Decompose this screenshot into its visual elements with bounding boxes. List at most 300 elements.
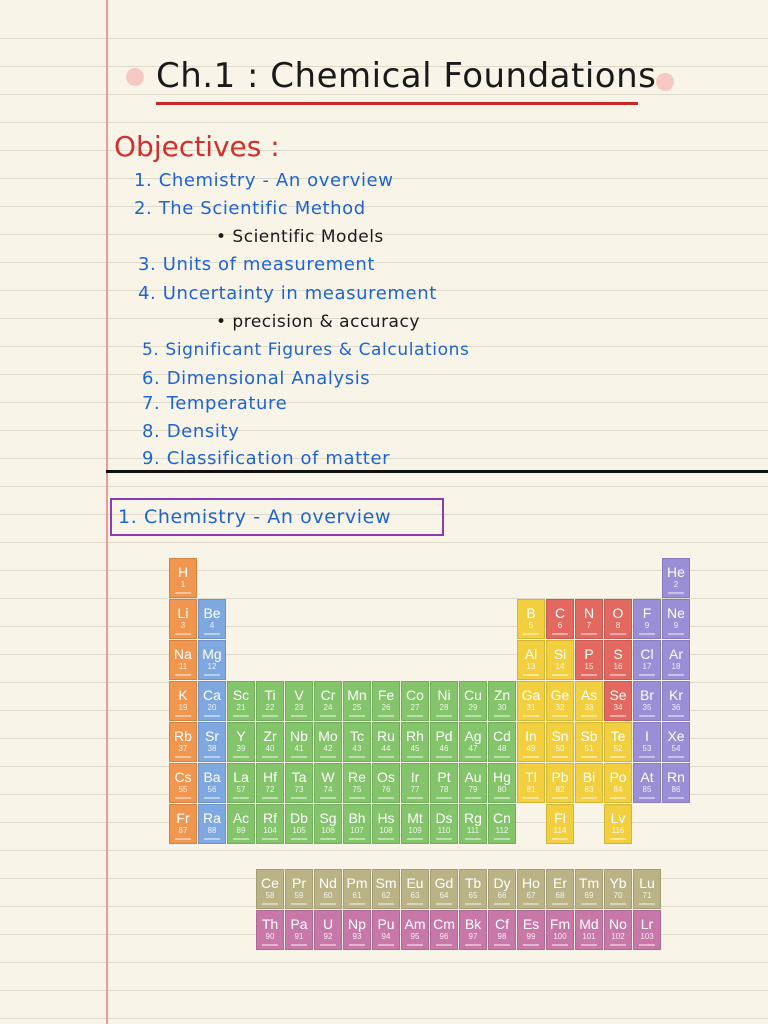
atomic-number: 85 bbox=[642, 785, 652, 794]
atomic-mass-mark bbox=[436, 715, 452, 717]
element-symbol: C bbox=[554, 605, 566, 621]
atomic-number: 7 bbox=[586, 621, 592, 630]
atomic-mass-mark bbox=[523, 633, 539, 635]
atomic-number: 68 bbox=[555, 891, 565, 900]
atomic-mass-mark bbox=[465, 797, 481, 799]
element-symbol: Mg bbox=[202, 646, 222, 662]
atomic-mass-mark bbox=[204, 633, 220, 635]
element-cell-ce bbox=[256, 869, 284, 909]
element-cell-as bbox=[575, 681, 603, 721]
element-symbol: Kr bbox=[669, 687, 683, 703]
element-symbol: Gd bbox=[434, 875, 454, 891]
element-cell-cn bbox=[488, 804, 516, 844]
element-cell-mt bbox=[401, 804, 429, 844]
atomic-number: 108 bbox=[379, 826, 393, 835]
element-symbol: Mo bbox=[318, 728, 338, 744]
atomic-mass-mark bbox=[204, 715, 220, 717]
element-symbol: Pr bbox=[292, 875, 306, 891]
element-symbol: Fl bbox=[554, 810, 566, 826]
atomic-number: 29 bbox=[468, 703, 478, 712]
atomic-number: 60 bbox=[323, 891, 333, 900]
atomic-number: 59 bbox=[294, 891, 304, 900]
element-symbol: N bbox=[583, 605, 595, 621]
atomic-number: 63 bbox=[410, 891, 420, 900]
atomic-number: 92 bbox=[323, 932, 333, 941]
element-symbol: Yb bbox=[609, 875, 627, 891]
atomic-number: 31 bbox=[526, 703, 536, 712]
objective-item: 1. Chemistry - An overview bbox=[134, 170, 394, 191]
element-cell-lu bbox=[633, 869, 661, 909]
margin-line bbox=[106, 0, 108, 1024]
atomic-number: 106 bbox=[321, 826, 335, 835]
element-cell-sn bbox=[546, 722, 574, 762]
element-cell-b bbox=[517, 599, 545, 639]
atomic-number: 107 bbox=[350, 826, 364, 835]
atomic-number: 19 bbox=[178, 703, 188, 712]
atomic-number: 9 bbox=[673, 621, 679, 630]
atomic-number: 53 bbox=[642, 744, 652, 753]
atomic-number: 82 bbox=[555, 785, 565, 794]
element-cell-sr bbox=[198, 722, 226, 762]
element-symbol: Pd bbox=[435, 728, 453, 744]
element-cell-mo bbox=[314, 722, 342, 762]
atomic-mass-mark bbox=[610, 633, 626, 635]
element-symbol: Ni bbox=[437, 687, 451, 703]
atomic-mass-mark bbox=[262, 715, 278, 717]
element-cell-h bbox=[169, 558, 197, 598]
atomic-number: 52 bbox=[613, 744, 623, 753]
element-cell-pm bbox=[343, 869, 371, 909]
element-cell-mn bbox=[343, 681, 371, 721]
atomic-number: 62 bbox=[381, 891, 391, 900]
element-symbol: Os bbox=[377, 769, 395, 785]
element-cell-bk bbox=[459, 910, 487, 950]
element-cell-w bbox=[314, 763, 342, 803]
element-cell-si bbox=[546, 640, 574, 680]
element-cell-cu bbox=[459, 681, 487, 721]
element-symbol: Zr bbox=[263, 728, 277, 744]
atomic-mass-mark bbox=[349, 903, 365, 905]
atomic-mass-mark bbox=[668, 715, 684, 717]
element-symbol: Mt bbox=[407, 810, 423, 826]
atomic-mass-mark bbox=[407, 903, 423, 905]
atomic-mass-mark bbox=[610, 715, 626, 717]
element-symbol: Mn bbox=[347, 687, 367, 703]
atomic-mass-mark bbox=[581, 797, 597, 799]
atomic-number: 70 bbox=[613, 891, 623, 900]
element-cell-f bbox=[633, 599, 661, 639]
element-cell-o bbox=[604, 599, 632, 639]
element-symbol: Sn bbox=[551, 728, 569, 744]
element-symbol: Ds bbox=[435, 810, 453, 826]
atomic-mass-mark bbox=[320, 756, 336, 758]
element-symbol: Rn bbox=[667, 769, 685, 785]
element-symbol: Te bbox=[610, 728, 626, 744]
atomic-number: 48 bbox=[497, 744, 507, 753]
element-symbol: H bbox=[177, 564, 189, 580]
element-symbol: Be bbox=[203, 605, 221, 621]
atomic-mass-mark bbox=[233, 756, 249, 758]
objective-item: 8. Density bbox=[142, 421, 240, 442]
element-cell-he bbox=[662, 558, 690, 598]
element-cell-kr bbox=[662, 681, 690, 721]
atomic-number: 28 bbox=[439, 703, 449, 712]
atomic-mass-mark bbox=[204, 838, 220, 840]
element-cell-co bbox=[401, 681, 429, 721]
atomic-mass-mark bbox=[349, 838, 365, 840]
atomic-mass-mark bbox=[552, 838, 568, 840]
atomic-mass-mark bbox=[552, 674, 568, 676]
element-symbol: Ru bbox=[377, 728, 395, 744]
atomic-number: 116 bbox=[611, 826, 625, 835]
atomic-mass-mark bbox=[552, 756, 568, 758]
element-cell-v bbox=[285, 681, 313, 721]
atomic-number: 90 bbox=[265, 932, 275, 941]
atomic-number: 16 bbox=[613, 662, 623, 671]
atomic-mass-mark bbox=[175, 756, 191, 758]
element-symbol: Cl bbox=[640, 646, 654, 662]
element-symbol: Hg bbox=[493, 769, 511, 785]
atomic-number: 104 bbox=[263, 826, 277, 835]
element-cell-fr bbox=[169, 804, 197, 844]
atomic-mass-mark bbox=[494, 944, 510, 946]
atomic-mass-mark bbox=[378, 838, 394, 840]
atomic-number: 76 bbox=[381, 785, 391, 794]
atomic-mass-mark bbox=[494, 903, 510, 905]
atomic-mass-mark bbox=[639, 756, 655, 758]
element-symbol: Xe bbox=[667, 728, 685, 744]
element-cell-rh bbox=[401, 722, 429, 762]
element-cell-fm bbox=[546, 910, 574, 950]
atomic-number: 44 bbox=[381, 744, 391, 753]
element-cell-ba bbox=[198, 763, 226, 803]
element-symbol: Cn bbox=[493, 810, 511, 826]
atomic-mass-mark bbox=[378, 944, 394, 946]
atomic-number: 25 bbox=[352, 703, 362, 712]
element-symbol: Hf bbox=[263, 769, 277, 785]
atomic-mass-mark bbox=[552, 797, 568, 799]
element-cell-xe bbox=[662, 722, 690, 762]
atomic-mass-mark bbox=[523, 903, 539, 905]
element-cell-hf bbox=[256, 763, 284, 803]
atomic-mass-mark bbox=[581, 674, 597, 676]
element-symbol: Fm bbox=[549, 916, 571, 932]
element-cell-ga bbox=[517, 681, 545, 721]
atomic-number: 15 bbox=[584, 662, 594, 671]
atomic-mass-mark bbox=[262, 797, 278, 799]
atomic-number: 40 bbox=[265, 744, 275, 753]
atomic-number: 22 bbox=[265, 703, 275, 712]
atomic-mass-mark bbox=[668, 797, 684, 799]
element-cell-br bbox=[633, 681, 661, 721]
atomic-mass-mark bbox=[262, 756, 278, 758]
atomic-number: 110 bbox=[437, 826, 451, 835]
element-symbol: Li bbox=[177, 605, 189, 621]
element-symbol: O bbox=[612, 605, 624, 621]
atomic-number: 64 bbox=[439, 891, 449, 900]
atomic-mass-mark bbox=[639, 674, 655, 676]
element-symbol: Hs bbox=[377, 810, 395, 826]
atomic-number: 78 bbox=[439, 785, 449, 794]
element-cell-tm bbox=[575, 869, 603, 909]
element-cell-ne bbox=[662, 599, 690, 639]
element-symbol: Si bbox=[553, 646, 567, 662]
element-symbol: Lr bbox=[640, 916, 654, 932]
element-symbol: Rh bbox=[406, 728, 424, 744]
element-symbol: Bk bbox=[464, 916, 482, 932]
objective-item: 6. Dimensional Analysis bbox=[142, 368, 371, 389]
atomic-mass-mark bbox=[407, 797, 423, 799]
element-symbol: Lv bbox=[610, 810, 626, 826]
element-symbol: Cr bbox=[320, 687, 336, 703]
atomic-mass-mark bbox=[610, 903, 626, 905]
element-symbol: Es bbox=[522, 916, 540, 932]
element-symbol: Pt bbox=[437, 769, 451, 785]
element-cell-zr bbox=[256, 722, 284, 762]
element-cell-am bbox=[401, 910, 429, 950]
atomic-mass-mark bbox=[436, 944, 452, 946]
objective-item: 5. Significant Figures & Calculations bbox=[142, 340, 470, 360]
element-cell-hg bbox=[488, 763, 516, 803]
atomic-mass-mark bbox=[233, 797, 249, 799]
element-symbol: Er bbox=[553, 875, 567, 891]
atomic-mass-mark bbox=[436, 756, 452, 758]
atomic-number: 30 bbox=[497, 703, 507, 712]
element-cell-nd bbox=[314, 869, 342, 909]
element-cell-ds bbox=[430, 804, 458, 844]
atomic-mass-mark bbox=[494, 838, 510, 840]
element-cell-ir bbox=[401, 763, 429, 803]
element-symbol: Ba bbox=[203, 769, 221, 785]
atomic-mass-mark bbox=[523, 944, 539, 946]
atomic-mass-mark bbox=[262, 944, 278, 946]
element-symbol: Co bbox=[406, 687, 424, 703]
element-cell-ag bbox=[459, 722, 487, 762]
section-heading-box bbox=[110, 498, 444, 536]
atomic-number: 89 bbox=[236, 826, 246, 835]
element-symbol: V bbox=[294, 687, 304, 703]
atomic-mass-mark bbox=[465, 756, 481, 758]
atomic-mass-mark bbox=[465, 838, 481, 840]
element-cell-hs bbox=[372, 804, 400, 844]
atomic-mass-mark bbox=[291, 944, 307, 946]
element-cell-cs bbox=[169, 763, 197, 803]
element-symbol: Sg bbox=[319, 810, 337, 826]
atomic-mass-mark bbox=[262, 903, 278, 905]
atomic-mass-mark bbox=[320, 944, 336, 946]
element-symbol: Cs bbox=[174, 769, 192, 785]
element-cell-rf bbox=[256, 804, 284, 844]
atomic-number: 1 bbox=[180, 580, 186, 589]
element-cell-te bbox=[604, 722, 632, 762]
element-cell-sm bbox=[372, 869, 400, 909]
atomic-mass-mark bbox=[175, 592, 191, 594]
atomic-mass-mark bbox=[639, 797, 655, 799]
atomic-number: 109 bbox=[408, 826, 422, 835]
element-cell-fl bbox=[546, 804, 574, 844]
element-symbol: Dy bbox=[493, 875, 511, 891]
element-symbol: Al bbox=[524, 646, 538, 662]
element-cell-s bbox=[604, 640, 632, 680]
atomic-number: 71 bbox=[642, 891, 652, 900]
element-symbol: Ga bbox=[521, 687, 541, 703]
element-cell-au bbox=[459, 763, 487, 803]
objective-subitem: • Scientific Models bbox=[216, 227, 384, 247]
atomic-number: 41 bbox=[294, 744, 304, 753]
element-cell-db bbox=[285, 804, 313, 844]
atomic-mass-mark bbox=[581, 756, 597, 758]
atomic-number: 88 bbox=[207, 826, 217, 835]
atomic-number: 77 bbox=[410, 785, 420, 794]
element-symbol: Rb bbox=[174, 728, 192, 744]
element-cell-gd bbox=[430, 869, 458, 909]
element-cell-n bbox=[575, 599, 603, 639]
element-cell-u bbox=[314, 910, 342, 950]
element-cell-lr bbox=[633, 910, 661, 950]
element-cell-yb bbox=[604, 869, 632, 909]
element-symbol: Ca bbox=[203, 687, 221, 703]
atomic-mass-mark bbox=[320, 797, 336, 799]
element-cell-rb bbox=[169, 722, 197, 762]
element-cell-la bbox=[227, 763, 255, 803]
element-cell-cl bbox=[633, 640, 661, 680]
atomic-mass-mark bbox=[407, 838, 423, 840]
atomic-number: 32 bbox=[555, 703, 565, 712]
atomic-mass-mark bbox=[668, 674, 684, 676]
element-symbol: U bbox=[322, 916, 334, 932]
element-cell-np bbox=[343, 910, 371, 950]
element-cell-ho bbox=[517, 869, 545, 909]
element-symbol: Md bbox=[579, 916, 599, 932]
title-underline bbox=[156, 102, 638, 105]
atomic-mass-mark bbox=[407, 944, 423, 946]
element-symbol: Rf bbox=[263, 810, 277, 826]
atomic-mass-mark bbox=[581, 944, 597, 946]
atomic-mass-mark bbox=[552, 944, 568, 946]
objective-item: 9. Classification of matter bbox=[142, 448, 391, 469]
element-cell-ac bbox=[227, 804, 255, 844]
objective-item: 7. Temperature bbox=[142, 393, 288, 414]
element-cell-ti bbox=[256, 681, 284, 721]
atomic-mass-mark bbox=[610, 674, 626, 676]
atomic-number: 114 bbox=[553, 826, 567, 835]
atomic-mass-mark bbox=[639, 633, 655, 635]
atomic-mass-mark bbox=[523, 797, 539, 799]
atomic-number: 66 bbox=[497, 891, 507, 900]
element-symbol: Sb bbox=[580, 728, 598, 744]
atomic-mass-mark bbox=[233, 715, 249, 717]
atomic-number: 4 bbox=[209, 621, 215, 630]
atomic-mass-mark bbox=[291, 903, 307, 905]
atomic-mass-mark bbox=[175, 838, 191, 840]
atomic-mass-mark bbox=[610, 797, 626, 799]
atomic-mass-mark bbox=[378, 756, 394, 758]
element-symbol: Na bbox=[174, 646, 192, 662]
element-cell-eu bbox=[401, 869, 429, 909]
element-cell-pd bbox=[430, 722, 458, 762]
atomic-number: 12 bbox=[207, 662, 217, 671]
element-symbol: Ge bbox=[550, 687, 570, 703]
element-cell-ni bbox=[430, 681, 458, 721]
element-cell-be bbox=[198, 599, 226, 639]
atomic-mass-mark bbox=[204, 674, 220, 676]
element-symbol: Lu bbox=[639, 875, 655, 891]
atomic-number: 65 bbox=[468, 891, 478, 900]
atomic-mass-mark bbox=[465, 903, 481, 905]
element-symbol: Th bbox=[261, 916, 279, 932]
atomic-number: 35 bbox=[642, 703, 652, 712]
atomic-mass-mark bbox=[465, 715, 481, 717]
element-symbol: Am bbox=[404, 916, 426, 932]
element-symbol: Bh bbox=[348, 810, 366, 826]
atomic-number: 72 bbox=[265, 785, 275, 794]
atomic-number: 45 bbox=[410, 744, 420, 753]
atomic-number: 96 bbox=[439, 932, 449, 941]
atomic-number: 73 bbox=[294, 785, 304, 794]
element-symbol: Tb bbox=[464, 875, 482, 891]
atomic-number: 13 bbox=[526, 662, 536, 671]
atomic-mass-mark bbox=[175, 715, 191, 717]
decorative-dot-right bbox=[656, 73, 674, 91]
element-symbol: Np bbox=[348, 916, 366, 932]
atomic-number: 27 bbox=[410, 703, 420, 712]
element-symbol: Nd bbox=[319, 875, 337, 891]
element-symbol: S bbox=[613, 646, 623, 662]
atomic-number: 55 bbox=[178, 785, 188, 794]
atomic-mass-mark bbox=[436, 903, 452, 905]
element-symbol: Br bbox=[640, 687, 654, 703]
atomic-number: 93 bbox=[352, 932, 362, 941]
atomic-mass-mark bbox=[204, 756, 220, 758]
atomic-mass-mark bbox=[349, 715, 365, 717]
atomic-number: 80 bbox=[497, 785, 507, 794]
atomic-mass-mark bbox=[262, 838, 278, 840]
element-symbol: Ta bbox=[291, 769, 307, 785]
element-symbol: Ir bbox=[410, 769, 420, 785]
atomic-mass-mark bbox=[494, 715, 510, 717]
atomic-number: 39 bbox=[236, 744, 246, 753]
element-cell-c bbox=[546, 599, 574, 639]
atomic-number: 23 bbox=[294, 703, 304, 712]
atomic-number: 2 bbox=[673, 580, 679, 589]
decorative-dot-left bbox=[126, 68, 144, 86]
atomic-mass-mark bbox=[581, 715, 597, 717]
atomic-number: 3 bbox=[180, 621, 186, 630]
element-cell-po bbox=[604, 763, 632, 803]
atomic-number: 42 bbox=[323, 744, 333, 753]
element-cell-mg bbox=[198, 640, 226, 680]
atomic-number: 37 bbox=[178, 744, 188, 753]
element-cell-ru bbox=[372, 722, 400, 762]
atomic-mass-mark bbox=[378, 715, 394, 717]
element-cell-rg bbox=[459, 804, 487, 844]
element-symbol: P bbox=[584, 646, 594, 662]
atomic-mass-mark bbox=[407, 715, 423, 717]
objective-subitem: • precision & accuracy bbox=[216, 312, 420, 332]
element-cell-sg bbox=[314, 804, 342, 844]
atomic-number: 47 bbox=[468, 744, 478, 753]
element-symbol: Zn bbox=[493, 687, 511, 703]
element-cell-dy bbox=[488, 869, 516, 909]
element-symbol: Bi bbox=[582, 769, 596, 785]
element-cell-md bbox=[575, 910, 603, 950]
atomic-mass-mark bbox=[233, 838, 249, 840]
atomic-number: 102 bbox=[611, 932, 625, 941]
element-cell-cf bbox=[488, 910, 516, 950]
element-cell-cd bbox=[488, 722, 516, 762]
element-cell-es bbox=[517, 910, 545, 950]
element-cell-sc bbox=[227, 681, 255, 721]
